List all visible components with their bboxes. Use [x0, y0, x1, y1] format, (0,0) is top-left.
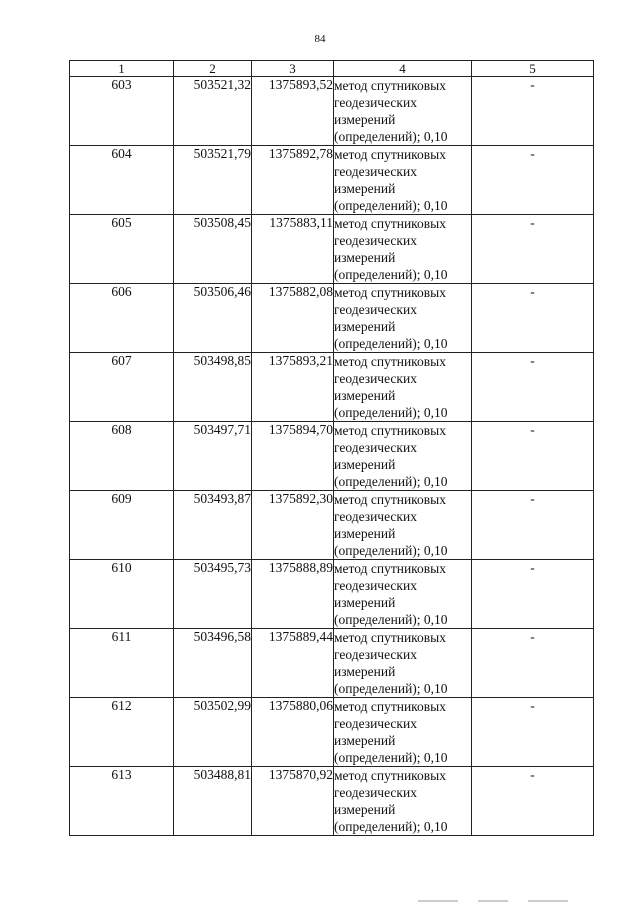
method-line: (определений); 0,10	[334, 543, 448, 558]
scan-artifact	[418, 900, 458, 902]
y-coordinate-cell: 1375893,21	[252, 353, 334, 422]
method-line: геодезических	[334, 164, 417, 179]
column-header-2: 2	[174, 61, 252, 77]
method-line: метод спутниковых	[334, 630, 446, 645]
column-header-5: 5	[472, 61, 594, 77]
x-coordinate-cell: 503508,45	[174, 215, 252, 284]
method-line: геодезических	[334, 302, 417, 317]
note-cell: -	[472, 215, 594, 284]
table-row	[70, 284, 594, 353]
header-row	[70, 61, 594, 77]
note-cell: -	[472, 491, 594, 560]
method-line: измерений	[334, 595, 396, 610]
x-coordinate-cell: 503521,79	[174, 146, 252, 215]
method-cell	[334, 629, 472, 698]
point-number-cell: 608	[70, 422, 174, 491]
method-line: геодезических	[334, 716, 417, 731]
method-line: измерений	[334, 664, 396, 679]
method-cell	[334, 146, 472, 215]
method-cell	[334, 284, 472, 353]
method-line: (определений); 0,10	[334, 681, 448, 696]
table-header	[70, 61, 594, 77]
method-line: метод спутниковых	[334, 78, 446, 93]
note-cell: -	[472, 629, 594, 698]
method-line: (определений); 0,10	[334, 405, 448, 420]
method-line: (определений); 0,10	[334, 612, 448, 627]
method-line: метод спутниковых	[334, 492, 446, 507]
table-row	[70, 491, 594, 560]
y-coordinate-cell: 1375894,70	[252, 422, 334, 491]
method-line: метод спутниковых	[334, 561, 446, 576]
table-row	[70, 77, 594, 146]
x-coordinate-cell: 503502,99	[174, 698, 252, 767]
method-line: геодезических	[334, 95, 417, 110]
column-header-3: 3	[252, 61, 334, 77]
method-line: геодезических	[334, 509, 417, 524]
method-line: геодезических	[334, 578, 417, 593]
note-cell: -	[472, 284, 594, 353]
method-line: (определений); 0,10	[334, 819, 448, 834]
method-line: измерений	[334, 319, 396, 334]
method-line: (определений); 0,10	[334, 198, 448, 213]
method-cell	[334, 422, 472, 491]
y-coordinate-cell: 1375888,89	[252, 560, 334, 629]
method-line: метод спутниковых	[334, 285, 446, 300]
note-cell: -	[472, 422, 594, 491]
method-line: геодезических	[334, 371, 417, 386]
point-number-cell: 607	[70, 353, 174, 422]
scan-artifact	[528, 900, 568, 902]
method-line: (определений); 0,10	[334, 267, 448, 282]
method-line: геодезических	[334, 233, 417, 248]
point-number-cell: 606	[70, 284, 174, 353]
method-line: метод спутниковых	[334, 423, 446, 438]
y-coordinate-cell: 1375892,78	[252, 146, 334, 215]
method-line: геодезических	[334, 440, 417, 455]
note-cell: -	[472, 146, 594, 215]
y-coordinate-cell: 1375892,30	[252, 491, 334, 560]
method-line: измерений	[334, 733, 396, 748]
point-number-cell: 603	[70, 77, 174, 146]
point-number-cell: 604	[70, 146, 174, 215]
table-row	[70, 767, 594, 836]
table-row	[70, 422, 594, 491]
method-line: измерений	[334, 388, 396, 403]
x-coordinate-cell: 503498,85	[174, 353, 252, 422]
method-cell	[334, 215, 472, 284]
table-body	[70, 77, 594, 836]
point-number-cell: 609	[70, 491, 174, 560]
method-cell	[334, 560, 472, 629]
method-line: геодезических	[334, 647, 417, 662]
method-line: измерений	[334, 802, 396, 817]
table-row	[70, 215, 594, 284]
method-cell	[334, 77, 472, 146]
column-header-4: 4	[334, 61, 472, 77]
method-cell	[334, 767, 472, 836]
x-coordinate-cell: 503506,46	[174, 284, 252, 353]
table-row	[70, 698, 594, 767]
x-coordinate-cell: 503495,73	[174, 560, 252, 629]
method-line: метод спутниковых	[334, 147, 446, 162]
method-cell	[334, 353, 472, 422]
y-coordinate-cell: 1375893,52	[252, 77, 334, 146]
y-coordinate-cell: 1375883,11	[252, 215, 334, 284]
method-line: (определений); 0,10	[334, 750, 448, 765]
x-coordinate-cell: 503493,87	[174, 491, 252, 560]
note-cell: -	[472, 698, 594, 767]
method-line: (определений); 0,10	[334, 129, 448, 144]
point-number-cell: 610	[70, 560, 174, 629]
table-row	[70, 146, 594, 215]
point-number-cell: 605	[70, 215, 174, 284]
method-line: измерений	[334, 526, 396, 541]
method-line: метод спутниковых	[334, 768, 446, 783]
note-cell: -	[472, 77, 594, 146]
method-line: геодезических	[334, 785, 417, 800]
note-cell: -	[472, 560, 594, 629]
method-line: измерений	[334, 112, 396, 127]
x-coordinate-cell: 503497,71	[174, 422, 252, 491]
method-line: измерений	[334, 457, 396, 472]
y-coordinate-cell: 1375889,44	[252, 629, 334, 698]
x-coordinate-cell: 503521,32	[174, 77, 252, 146]
page-number: 84	[314, 33, 326, 45]
method-cell	[334, 491, 472, 560]
method-line: метод спутниковых	[334, 216, 446, 231]
column-header-1: 1	[70, 61, 174, 77]
method-line: измерений	[334, 181, 396, 196]
note-cell: -	[472, 767, 594, 836]
coordinates-table	[69, 60, 594, 836]
y-coordinate-cell: 1375870,92	[252, 767, 334, 836]
method-line: измерений	[334, 250, 396, 265]
table-row	[70, 629, 594, 698]
y-coordinate-cell: 1375882,08	[252, 284, 334, 353]
method-line: метод спутниковых	[334, 699, 446, 714]
method-line: (определений); 0,10	[334, 474, 448, 489]
note-cell: -	[472, 353, 594, 422]
scan-artifact	[478, 900, 508, 902]
point-number-cell: 613	[70, 767, 174, 836]
method-line: (определений); 0,10	[334, 336, 448, 351]
point-number-cell: 612	[70, 698, 174, 767]
table-row	[70, 353, 594, 422]
x-coordinate-cell: 503488,81	[174, 767, 252, 836]
method-line: метод спутниковых	[334, 354, 446, 369]
method-cell	[334, 698, 472, 767]
y-coordinate-cell: 1375880,06	[252, 698, 334, 767]
table-row	[70, 560, 594, 629]
point-number-cell: 611	[70, 629, 174, 698]
x-coordinate-cell: 503496,58	[174, 629, 252, 698]
